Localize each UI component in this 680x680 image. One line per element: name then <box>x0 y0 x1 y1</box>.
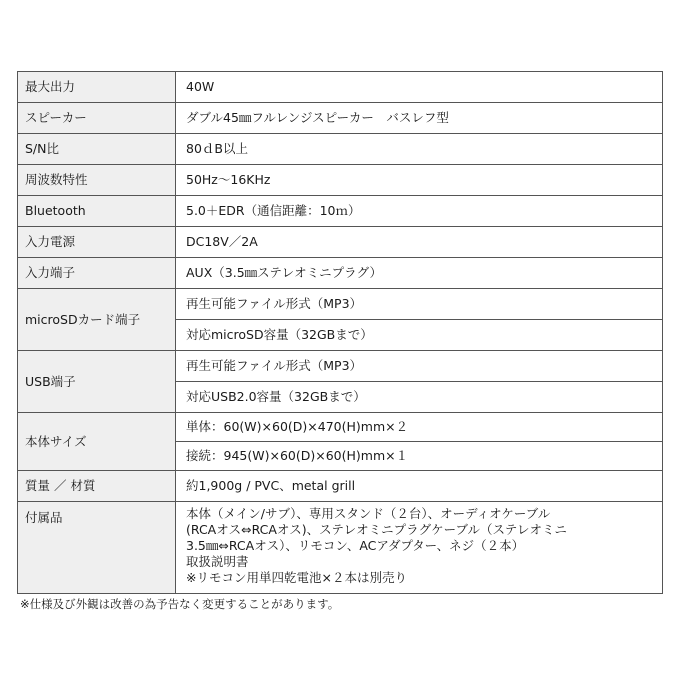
table-row <box>18 134 663 165</box>
spec-value-bluetooth: 5.0＋EDR（通信距離：10ｍ） <box>176 196 663 227</box>
spec-label-weight-material: 質量 ／ 材質 <box>18 471 176 502</box>
table-row <box>18 413 663 442</box>
spec-value-accessories <box>176 502 663 594</box>
spec-label-power-input: 入力電源 <box>18 227 176 258</box>
spec-value-frequency: 50Hz～16KHz <box>176 165 663 196</box>
table-row <box>18 227 663 258</box>
table-row <box>18 351 663 382</box>
spec-label-body-size: 本体サイズ <box>18 413 176 471</box>
spec-value-microsd-format: 再生可能ファイル形式（MP3） <box>176 289 663 320</box>
accessories-line: (RCAオス⇔RCAオス)、ステレオミニプラグケーブル（ステレオミニ <box>186 522 568 537</box>
accessories-line: 取扱説明書 <box>186 554 249 569</box>
spec-value-usb-capacity: 対応USB2.0容量（32GBまで） <box>176 382 663 413</box>
accessories-line: 本体（メイン/サブ）、専用スタンド（２台）、オーディオケーブル <box>186 506 551 521</box>
spec-label-usb: USB端子 <box>18 351 176 413</box>
spec-value-max-output: 40W <box>176 72 663 103</box>
table-row <box>18 196 663 227</box>
table-row <box>18 72 663 103</box>
spec-label-speaker: スピーカー <box>18 103 176 134</box>
spec-value-usb-format: 再生可能ファイル形式（MP3） <box>176 351 663 382</box>
accessories-line: 3.5㎜⇔RCAオス）、リモコン、ACアダプター、ネジ（２本） <box>186 538 525 553</box>
spec-value-body-size-single: 単体：60(W)×60(D)×470(H)mm×２ <box>176 413 663 442</box>
spec-value-microsd-capacity: 対応microSD容量（32GBまで） <box>176 320 663 351</box>
spec-label-bluetooth: Bluetooth <box>18 196 176 227</box>
table-row <box>18 471 663 502</box>
spec-value-power-input: DC18V／2A <box>176 227 663 258</box>
spec-value-sn-ratio: 80ｄB以上 <box>176 134 663 165</box>
table-row <box>18 103 663 134</box>
spec-label-frequency: 周波数特性 <box>18 165 176 196</box>
spec-value-body-size-connected: 接続：945(W)×60(D)×60(H)mm×１ <box>176 442 663 471</box>
spec-label-max-output: 最大出力 <box>18 72 176 103</box>
spec-label-microsd: microSDカード端子 <box>18 289 176 351</box>
spec-table <box>17 71 663 594</box>
footnote: ※仕様及び外観は改善の為予告なく変更することがあります。 <box>20 597 340 611</box>
spec-value-speaker: ダブル45㎜フルレンジスピーカー バスレフ型 <box>176 103 663 134</box>
spec-label-input-terminal: 入力端子 <box>18 258 176 289</box>
spec-label-accessories: 付属品 <box>18 502 176 594</box>
table-row <box>18 258 663 289</box>
spec-label-sn-ratio: S/N比 <box>18 134 176 165</box>
table-row <box>18 165 663 196</box>
accessories-line: ※リモコン用単四乾電池×２本は別売り <box>186 570 407 585</box>
table-row <box>18 502 663 594</box>
table-row <box>18 289 663 320</box>
spec-value-input-terminal: AUX（3.5㎜ステレオミニプラグ） <box>176 258 663 289</box>
spec-value-weight-material: 約1,900g / PVC、metal grill <box>176 471 663 502</box>
